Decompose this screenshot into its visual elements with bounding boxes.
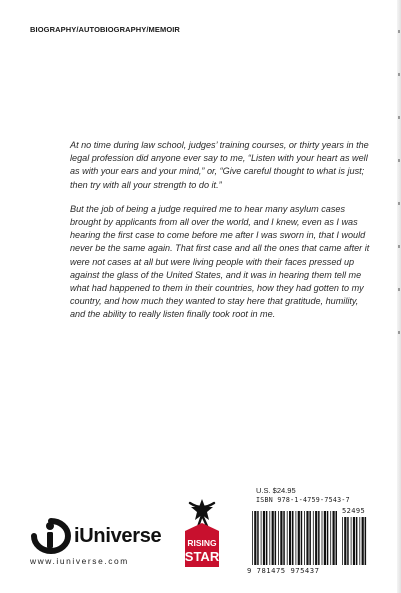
barcode-bar — [280, 511, 282, 565]
barcode-bar — [313, 511, 314, 565]
iuniverse-logo-icon — [30, 517, 72, 560]
barcode-bar — [292, 511, 294, 565]
back-cover-text — [70, 139, 372, 333]
barcode-bar — [272, 511, 274, 565]
barcode-bar — [356, 517, 358, 565]
publisher-url: www.iuniverse.com — [30, 556, 129, 566]
ean5-digits: 52495 — [342, 507, 366, 515]
barcode-bar — [266, 511, 268, 565]
barcode-bar — [306, 511, 308, 565]
barcode-bar — [257, 511, 259, 565]
barcode-bar — [289, 511, 291, 565]
rising-star-logo — [182, 497, 222, 574]
barcode-bar — [263, 511, 265, 565]
barcode-bar — [342, 517, 343, 565]
barcode-bar — [287, 511, 288, 565]
paragraph-2: But the job of being a judge required me to hear many asylum cases brought by applicants from all over the world, and I knew, even as I was hearing the first case to come before me after I was sworn in, that I would never be the same again. That first case and all the ones that came after it were not cases at all but were living people with their faces pressed up against the glass of the United States, and it was in hearing them tell me what had happened to them in their countries, how they had gotten to my country, and how much they wanted to stay here that gratitude, humility, and the ability to really listen finally took root in me. — [70, 203, 370, 320]
barcode-bar — [353, 517, 355, 565]
barcode-bar — [327, 511, 329, 565]
barcode-bar — [365, 517, 367, 565]
barcode-bar — [333, 511, 335, 565]
barcode-bar — [304, 511, 305, 565]
barcode-bar — [261, 511, 262, 565]
barcode-bar — [254, 511, 256, 565]
barcode-bar — [351, 517, 352, 565]
isbn: ISBN 978-1-4759-7543-7 — [256, 496, 350, 504]
barcode-bar — [315, 511, 317, 565]
imprint-line-1: RISING — [187, 538, 217, 548]
spine-marks — [398, 30, 400, 374]
barcode-bar — [347, 517, 349, 565]
barcode-bar — [322, 511, 323, 565]
barcode-bar — [336, 511, 338, 565]
barcode-bar — [252, 511, 253, 565]
barcode-bar — [275, 511, 277, 565]
barcode-bar — [301, 511, 303, 565]
barcode-bar — [318, 511, 320, 565]
ean13-digits: 9 781475 975437 — [247, 566, 320, 575]
barcode-bar — [278, 511, 279, 565]
barcode-bar — [296, 511, 297, 565]
barcode-bar — [344, 517, 346, 565]
barcode-bar — [309, 511, 311, 565]
imprint-line-2: STAR — [184, 549, 220, 564]
barcode-bar — [283, 511, 285, 565]
publisher-name: iUniverse — [74, 525, 162, 547]
barcode-bar — [298, 511, 300, 565]
price: U.S. $24.95 — [256, 486, 296, 495]
paragraph-1: At no time during law school, judges’ training courses, or thirty years in the legal profession did anyone ever say to me, “Listen with your heart as well as with your ears and your mind,” or, “Give careful thought to what is just; then try with all your strength to do it.” — [70, 140, 369, 190]
barcode-bar — [269, 511, 270, 565]
barcode-bar — [359, 517, 360, 565]
barcode-bar — [362, 517, 364, 565]
barcode-bar — [330, 511, 331, 565]
barcode-bar — [324, 511, 326, 565]
category-label: BIOGRAPHY/AUTOBIOGRAPHY/MEMOIR — [30, 25, 180, 34]
